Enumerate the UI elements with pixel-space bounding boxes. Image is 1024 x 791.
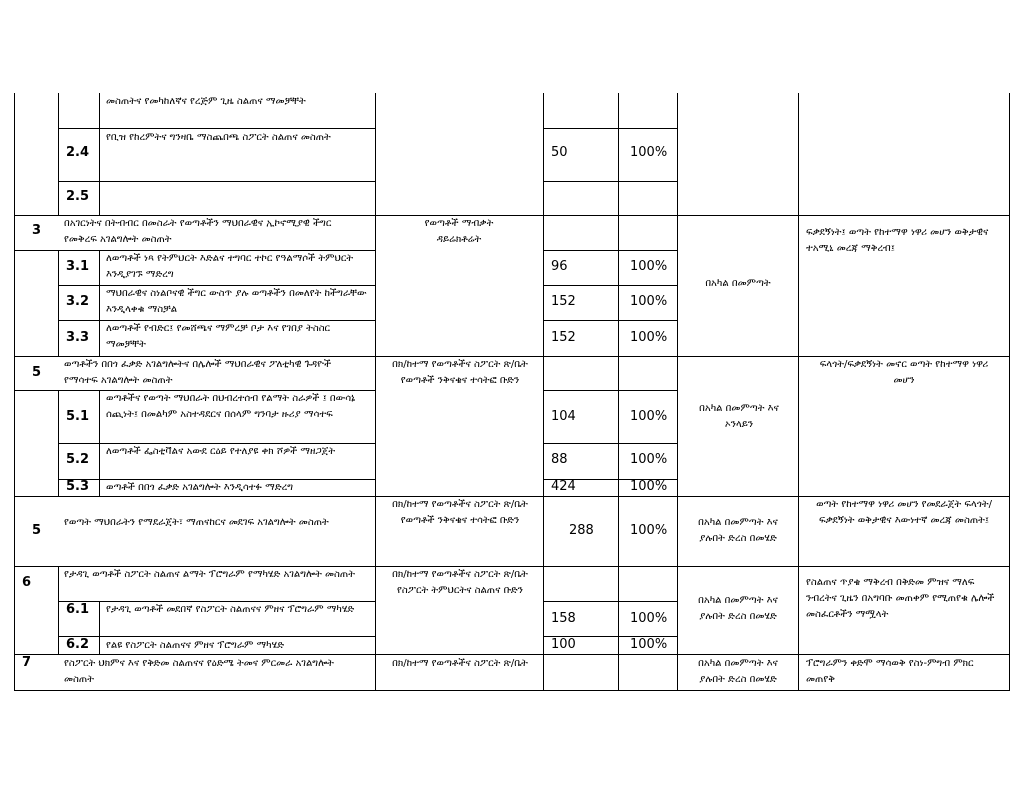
row-description: መስጠትና የመካከለኛና የረጅም ጊዜ ስልጠና ማመቻቸት xyxy=(106,96,306,107)
grid-line xyxy=(14,690,1010,691)
grid-line xyxy=(58,250,59,357)
responsible-unit: የወጣቶች ማብቃት ዳይሬክቶሬት xyxy=(424,218,494,245)
grid-line xyxy=(543,443,677,444)
row-percent: 100% xyxy=(630,145,668,160)
row-target: 152 xyxy=(551,294,576,309)
grid-line xyxy=(798,93,799,691)
responsible-unit: በክ/ከተማ የወጣቶችና ስፖርት ጽ/ቤት የወጣቶች ንቅናቄና ተሳትፎ ቡድን xyxy=(392,499,528,526)
responsible-unit: በክ/ከተማ የወጣቶችና ስፖርት ጽ/ቤት xyxy=(392,658,528,669)
grid-line xyxy=(618,93,619,691)
grid-line xyxy=(543,93,544,691)
row-description: ለወጣቶች የብድር፤ የመሸጫና ማምረቻ ቦታ እና የገበያ ትስስር ማመቻቸት xyxy=(106,323,331,350)
row-percent: 100% xyxy=(630,294,668,309)
grid-line xyxy=(1009,93,1010,691)
row-number: 2.5 xyxy=(66,189,90,204)
grid-line xyxy=(58,93,59,216)
row-target: 424 xyxy=(551,479,576,494)
grid-line xyxy=(543,250,677,251)
grid-line xyxy=(677,93,678,691)
grid-line xyxy=(14,654,1010,655)
row-number: 5 xyxy=(32,365,42,380)
grid-line xyxy=(543,128,677,129)
row-description: ለወጣቶች ፌስቲቫልና አውደ ርዕይ የተለያዩ ቀክ ሾዎች ማዘጋጀት xyxy=(106,446,336,457)
row-number: 6.2 xyxy=(66,637,90,652)
row-number: 5.2 xyxy=(66,452,90,467)
grid-line xyxy=(543,390,677,391)
row-number: 3 xyxy=(32,223,42,238)
row-target: 88 xyxy=(551,452,568,467)
grid-line xyxy=(58,567,59,655)
service-method: በአካል በመምጣት xyxy=(705,278,771,289)
grid-line xyxy=(99,93,100,216)
row-target: 288 xyxy=(569,523,594,538)
grid-line xyxy=(99,390,100,497)
row-percent: 100% xyxy=(630,452,668,467)
service-requirements: ፍላጎት/ፍቃደኝነት መኖር ወጣት የከተማዋ ነዋሪ መሆን xyxy=(819,359,989,386)
grid-line xyxy=(14,93,15,691)
service-standards-table xyxy=(14,93,1010,691)
row-target: 152 xyxy=(551,330,576,345)
service-requirements: የስልጠና ጥያቄ ማቅረብ በቅድመ ምዝና ማለፍ ንብረትና ጊዜን በአግባቡ መጠቀም የሚጠየቁ ሌሎች መስፈርቶችን ማሟላት xyxy=(806,577,995,620)
grid-line xyxy=(543,285,677,286)
row-percent: 100% xyxy=(630,611,668,626)
row-description: ለወጣቶች ነጻ የትምህርት እድልና ተግባር ተኮር የዓልማሶች ትምህርት እንዲያገኙ ማድረግ xyxy=(106,253,354,280)
row-description: የታዳጊ ወጣቶች ስፖርት ስልጠና ልማት ፕሮግራም የማካሄድ አገልግሎት መስጠት xyxy=(64,569,355,580)
row-description: ወጣቶች በበጎ ፈቃድ አገልግሎት እንዲሳተፉ ማድረግ xyxy=(106,482,294,493)
grid-line xyxy=(543,320,677,321)
row-description: ወጣቶችና የወጣት ማህበራት በህብረተሰብ የልማት ስራዎች ፤ በውሳኔ ሰጪነት፤ በመልካም አስተዳደርና በሰላም ግንባታ ዙሪያ ማሳተፍ xyxy=(106,393,356,420)
row-description: የልዩ የስፖርት ስልጠናና ምዘና ፕሮግራም ማካሄድ xyxy=(106,640,284,651)
grid-line xyxy=(375,93,376,691)
row-number: 7 xyxy=(22,655,32,670)
row-target: 158 xyxy=(551,611,576,626)
row-number: 3.3 xyxy=(66,330,90,345)
row-percent: 100% xyxy=(630,409,668,424)
row-description: በአገርነትና በትብብር በመስራት የወጣቶችን ማህበራዊና ኢኮኖሚያዊ ችግር የመቅረፍ አገልግሎት መስጠት xyxy=(64,218,332,245)
service-method: በአካል በመምጣት እና ኦንላይን xyxy=(699,403,779,430)
row-description: የወጣት ማህበራትን የማደራጀት፣ ማጠናከርና መደገፍ አገልግሎት መስጠት xyxy=(64,517,329,528)
row-target: 100 xyxy=(551,637,576,652)
responsible-unit: በክ/ከተማ የወጣቶችና ስፖርት ጽ/ቤት የስፖርት ትምህርትና ስልጠና ቡድን xyxy=(392,569,528,596)
responsible-unit: በክ/ከተማ የወጣቶችና ስፖርት ጽ/ቤት የወጣቶች ንቅናቄና ተሳትፎ ቡድን xyxy=(392,359,528,386)
row-number: 2.4 xyxy=(66,145,90,160)
grid-line xyxy=(99,601,100,655)
row-number: 5 xyxy=(32,523,42,538)
row-number: 5.1 xyxy=(66,409,90,424)
row-description: የስፖርት ህክምና እና የቅድመ ስልጠናና የዕድሜ ትመና ምርመራ አገልግሎት መስጠት xyxy=(64,658,334,685)
row-percent: 100% xyxy=(630,523,668,538)
service-method: በአካል በመምጣት እና ያሉበት ድረስ በመሄድ xyxy=(698,517,778,544)
service-requirements: ፍቃደኝነት፤ ወጣት የከተማዋ ነዋሪ መሆን ወቅታዊና ተአሚኒ መረጃ ማቅረብ፤ xyxy=(806,227,989,254)
grid-line xyxy=(58,390,59,497)
row-target: 50 xyxy=(551,145,568,160)
row-number: 6 xyxy=(22,575,32,590)
row-description: ወጣቶችን በበጎ ፈቃድ አገልግሎትና በሌሎች ማህበራዊና ፖለቲካዊ ጉዳዮች የማሳተፍ አገልግሎት መስጠት xyxy=(64,359,332,386)
row-number: 3.2 xyxy=(66,294,90,309)
row-percent: 100% xyxy=(630,330,668,345)
row-description: የቢዝ የከረምትና ግንዛቤ ማስጨበጫ ስፖርት ስልጠና መስጠት xyxy=(106,132,331,143)
grid-line xyxy=(99,250,100,357)
row-description: ማህበራዊና ስነልቦናዊ ችግር ውስጥ ያሉ ወጣቶችን በመለየት ከችግራቸው እንዲላቀቁ ማስቻል xyxy=(106,288,367,315)
row-target: 104 xyxy=(551,409,576,424)
row-number: 5.3 xyxy=(66,479,90,494)
service-requirements: ፕሮግራምን ቀድሞ ማሳወቅ የስነ-ምግብ ምክር መጠየቅ xyxy=(806,658,974,685)
grid-line xyxy=(58,181,375,182)
service-method: በአካል በመምጣት እና ያሉበት ድረስ በመሄድ xyxy=(698,658,778,685)
row-number: 6.1 xyxy=(66,602,90,617)
row-number: 3.1 xyxy=(66,259,90,274)
row-percent: 100% xyxy=(630,637,668,652)
service-method: በአካል በመምጣት እና ያሉበት ድረስ በመሄድ xyxy=(698,595,778,622)
row-percent: 100% xyxy=(630,259,668,274)
row-percent: 100% xyxy=(630,479,668,494)
grid-line xyxy=(58,128,375,129)
grid-line xyxy=(543,601,677,602)
row-target: 96 xyxy=(551,259,568,274)
grid-line xyxy=(543,181,677,182)
service-requirements: ወጣት የከተማዋ ነዋሪ መሆን የመደራጀት ፍላጎት/ፍቃደኝነት ወቅታዊና እውነተኛ መረጃ መስጠት፤ xyxy=(816,499,992,526)
grid-line xyxy=(58,636,375,637)
row-description: የታዳጊ ወጣቶች መደበኛ የስፖርት ስልጠናና ምዘና ፕሮግራም ማካሄድ xyxy=(106,604,355,615)
